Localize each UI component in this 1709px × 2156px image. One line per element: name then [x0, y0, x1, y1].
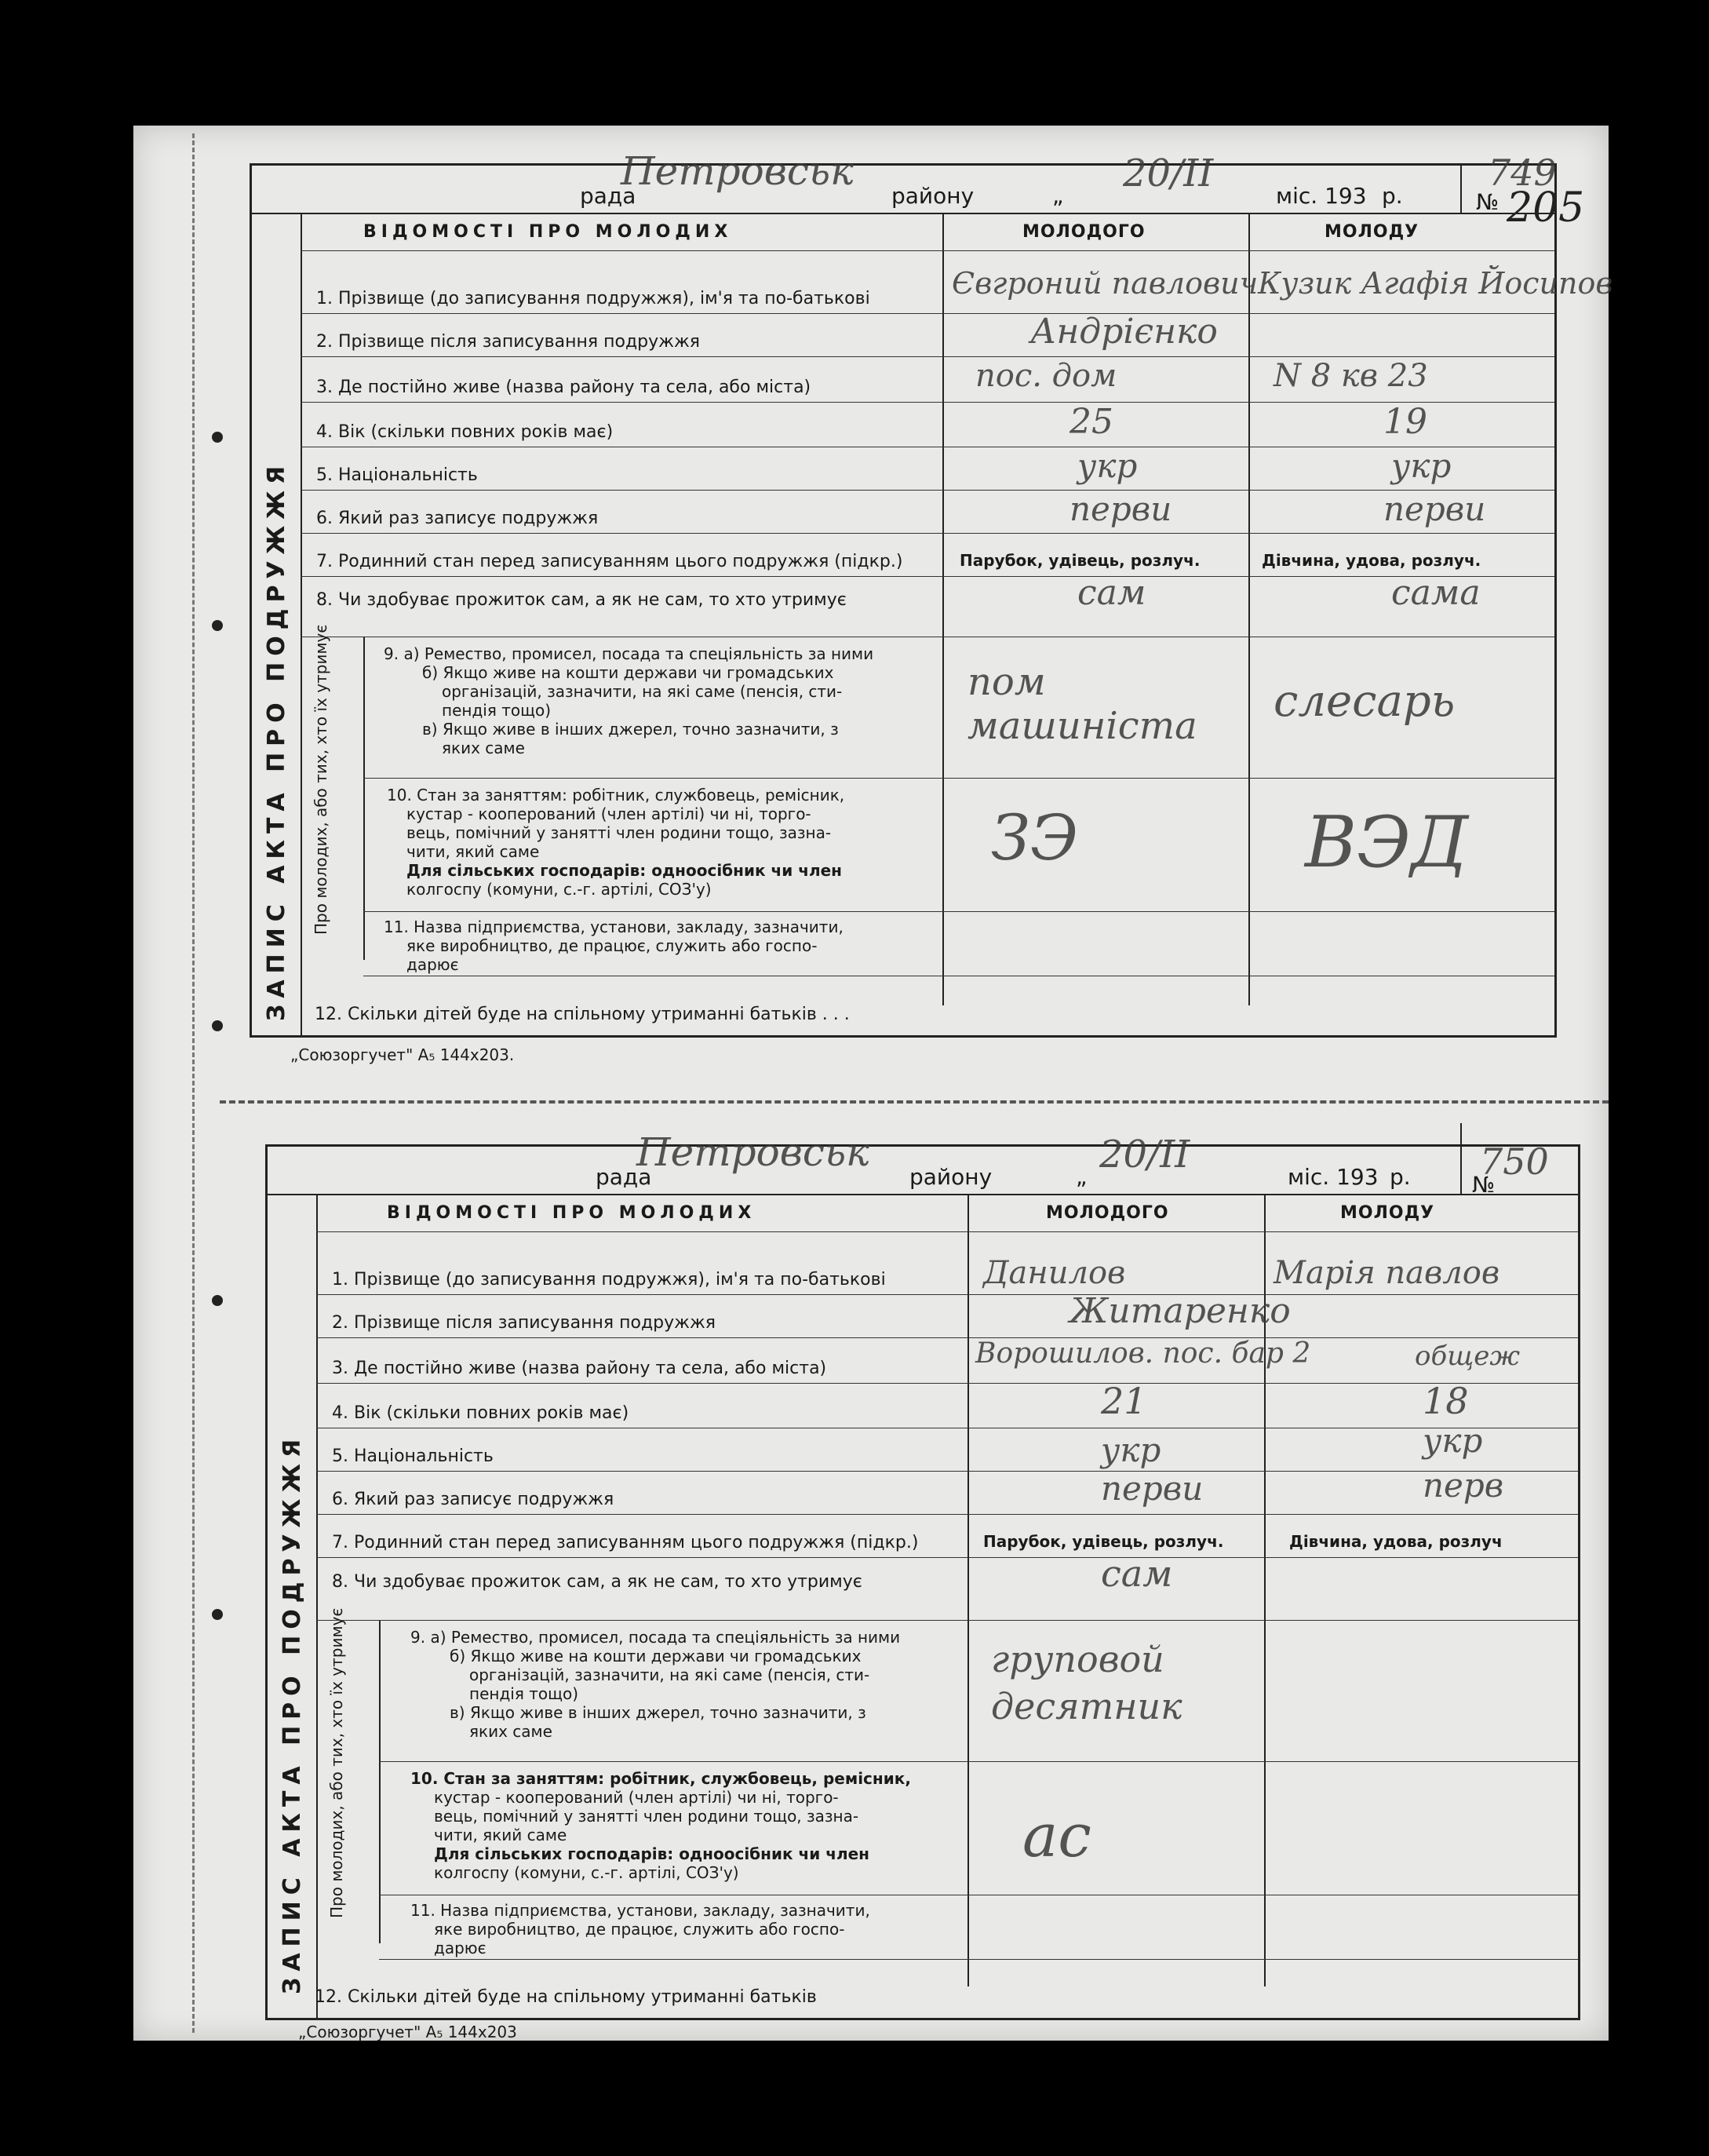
hw-record-number: 750 — [1480, 1140, 1549, 1183]
row-8 — [316, 1552, 1578, 1621]
row11-line: дарює — [406, 955, 459, 974]
row-bride-value: укр — [1391, 447, 1452, 485]
header-year-suffix: р. — [1382, 183, 1403, 209]
row10-line: колгоспу (комуни, с.-г. артілі, СОЗ'у) — [434, 1863, 739, 1882]
sheet-number: 205 — [1507, 184, 1585, 232]
row10-bride-value: ВЭД — [1305, 801, 1469, 884]
marriage-record-form-1 — [250, 148, 1613, 1038]
row-bride-value: перв — [1423, 1466, 1504, 1505]
side-title-column — [252, 213, 302, 1035]
row-groom-value: 21 — [1101, 1380, 1147, 1422]
row9-groom-value: пом машиніста — [967, 660, 1197, 748]
row-label: 8. Чи здобуває прожиток сам, а як не сам, то хто утримує — [316, 590, 847, 610]
row-groom-options: Парубок, удівець, розлуч. — [960, 551, 1201, 570]
header-date-quote: „ — [1076, 1164, 1088, 1190]
side-subtitle: Про молодих, або тих, хто їх утримує — [327, 1607, 346, 1918]
header-date-quote: „ — [1052, 183, 1064, 209]
row-label: 7. Родинний стан перед записуванням цього подружжя (підкр.) — [332, 1533, 919, 1552]
perforation-line — [192, 133, 195, 2033]
hw-date: 20/ІІ — [1099, 1133, 1190, 1176]
row10-line: Для сільських господарів: одноосібник чи член — [434, 1844, 869, 1863]
punch-hole — [212, 620, 223, 631]
row-bride-value: N 8 кв 23 — [1274, 358, 1428, 394]
row-label: 4. Вік (скільки повних років має) — [332, 1403, 629, 1423]
row10-line: 10. Стан за заняттям: робітник, службовець, ремісник, — [387, 786, 845, 804]
row-label: 3. Де постійно живе (назва району та села, або міста) — [332, 1359, 827, 1378]
row9-line: організацій, зазначити, на які саме (пенсія, сти- — [469, 1665, 870, 1684]
row9-groom-value: груповой десятник — [991, 1638, 1182, 1727]
row11-line: яке виробництво, де працює, служить або госпо- — [434, 1920, 845, 1939]
row10-line: вець, помічний у занятті член родини тощо, зазна- — [406, 823, 832, 842]
row-8 — [301, 573, 1554, 637]
row-bride-value: Марія павлов — [1274, 1255, 1500, 1291]
row-groom-value: Андрієнко — [1030, 312, 1218, 352]
side-title-column — [268, 1194, 318, 2018]
punch-hole — [212, 1020, 223, 1031]
cut-line — [220, 1100, 1609, 1104]
row-bride-options: Дівчина, удова, розлуч — [1289, 1532, 1503, 1551]
row-groom-value: Житаренко — [1069, 1291, 1291, 1331]
row-label: 3. Де постійно живе (назва району та села, або міста) — [316, 378, 811, 397]
row-3 — [316, 1337, 1578, 1384]
header-month: міс. 193 — [1288, 1164, 1379, 1190]
row9-line: організацій, зазначити, на які саме (пенсія, сти- — [442, 682, 843, 701]
col-bride: МОЛОДУ — [1325, 222, 1419, 242]
row9-line: пендія тощо) — [469, 1684, 578, 1703]
row11-line: дарює — [434, 1939, 486, 1957]
form-2-footer: „Союзоргучет" А₅ 144х203 — [298, 2023, 517, 2041]
row-groom-value: перви — [1101, 1469, 1204, 1508]
row-bride-value: общеж — [1415, 1341, 1521, 1372]
row-9 — [379, 1620, 1578, 1762]
row-groom-value: укр — [1101, 1431, 1161, 1469]
row10-line: Для сільських господарів: одноосібник чи член — [406, 861, 842, 880]
row10-line: кустар - кооперований (член артілі) чи ні, торго- — [406, 804, 811, 823]
row9-line: б) Якщо живе на кошти держави чи громадських — [450, 1647, 862, 1665]
row-4 — [316, 1380, 1578, 1428]
row-label: 5. Національність — [332, 1446, 494, 1466]
side-title: ЗАПИС АКТА ПРО ПОДРУЖЖЯ — [279, 1432, 306, 1994]
row10-line: кустар - кооперований (член артілі) чи ні, торго- — [434, 1788, 839, 1807]
col-groom: МОЛОДОГО — [1022, 222, 1146, 242]
row9-line: 9. а) Ремество, промисел, посада та спеціяльність за ними — [384, 644, 874, 663]
row9-line: яких саме — [442, 739, 525, 757]
row9-line: яких саме — [469, 1722, 552, 1741]
row-1 — [316, 1231, 1578, 1295]
row-label: 2. Прізвище після записування подружжя — [316, 332, 701, 352]
row-bride-value: 18 — [1423, 1380, 1469, 1422]
row-bride-value: сама — [1391, 573, 1481, 613]
row-1 — [301, 250, 1613, 314]
row11-line: 11. Назва підприємства, установи, закладу, зазначити, — [384, 917, 844, 936]
row-groom-value: сам — [1077, 573, 1146, 613]
row-groom-value: укр — [1077, 447, 1138, 485]
side-subtitle-column — [301, 624, 365, 960]
row-groom-value: 25 — [1069, 402, 1113, 442]
hw-date: 20/ІІ — [1123, 151, 1214, 195]
col-bride: МОЛОДУ — [1340, 1203, 1435, 1223]
row-7 — [316, 1514, 1578, 1558]
header-year-suffix: р. — [1390, 1164, 1411, 1190]
col-title: ВІДОМОСТІ ПРО МОЛОДИХ — [363, 222, 733, 242]
row-groom-value: сам — [1101, 1552, 1173, 1595]
row-2 — [316, 1291, 1578, 1338]
row10-line: колгоспу (комуни, с.-г. артілі, СОЗ'у) — [406, 880, 712, 899]
row10-groom-value: ЗЭ — [991, 801, 1079, 874]
row-label: 1. Прізвище (до записування подружжя), ім'я та по-батькові — [332, 1270, 886, 1290]
row-5 — [301, 447, 1554, 491]
row-groom-options: Парубок, удівець, розлуч. — [983, 1532, 1224, 1551]
row10-line: чити, який саме — [406, 842, 540, 861]
column-header-row — [301, 213, 1554, 251]
row10-line: 10. Стан за заняттям: робітник, службовець, ремісник, — [410, 1769, 911, 1788]
row-groom-value: Ворошилов. пос. бар 2 — [975, 1337, 1311, 1370]
number-box — [1460, 166, 1462, 213]
marriage-record-form-2 — [265, 1129, 1580, 2020]
row-6 — [301, 490, 1554, 534]
row-label: 4. Вік (скільки повних років має) — [316, 422, 614, 442]
row-12: 12. Скільки дітей буде на спільному утриманні батьків . . . — [315, 1005, 850, 1024]
punch-hole — [212, 1295, 223, 1306]
row-label: 8. Чи здобуває прожиток сам, а як не сам, то хто утримує — [332, 1572, 862, 1592]
row-bride-value: перви — [1383, 490, 1486, 528]
row9-line: 9. а) Ремество, промисел, посада та спеціяльність за ними — [410, 1628, 901, 1647]
row-4 — [301, 402, 1554, 447]
row-6 — [316, 1466, 1578, 1515]
header-rada: рада — [580, 183, 636, 209]
col-title: ВІДОМОСТІ ПРО МОЛОДИХ — [387, 1203, 756, 1223]
row10-groom-value: ас — [1022, 1800, 1091, 1870]
side-subtitle: Про молодих, або тих, хто їх утримує — [312, 624, 330, 935]
form-header — [268, 1129, 1578, 1198]
form-1-footer: „Союзоргучет" А₅ 144х203. — [290, 1045, 515, 1064]
row9-line: б) Якщо живе на кошти держави чи громадських — [422, 663, 834, 682]
header-rayon: району — [891, 183, 975, 209]
row-bride-value: 19 — [1383, 402, 1427, 442]
side-subtitle-column — [316, 1607, 381, 1943]
row-label: 2. Прізвище після записування подружжя — [332, 1313, 716, 1333]
row-11 — [379, 1895, 1578, 1960]
row-12: 12. Скільки дітей буде на спільному утриманні батьків — [315, 1987, 817, 2007]
row-label: 7. Родинний стан перед записуванням цього подружжя (підкр.) — [316, 552, 903, 571]
row-bride-value: укр — [1423, 1421, 1483, 1460]
punch-hole — [212, 1609, 223, 1620]
row11-line: яке виробництво, де працює, служить або госпо- — [406, 936, 818, 955]
row-groom-value: пос. дом — [975, 358, 1117, 394]
row-label: 6. Який раз записує подружжя — [332, 1490, 614, 1509]
row-groom-value: перви — [1069, 490, 1172, 528]
row-groom-value: Данилов — [983, 1255, 1126, 1291]
number-box — [1460, 1123, 1462, 1194]
row9-line: пендія тощо) — [442, 701, 551, 720]
header-number-label: № — [1476, 189, 1499, 215]
hw-rada: Петровськ — [636, 1129, 869, 1175]
row10-line: чити, який саме — [434, 1826, 567, 1844]
side-title: ЗАПИС АКТА ПРО ПОДРУЖЖЯ — [263, 459, 290, 1021]
column-header-row — [316, 1194, 1578, 1232]
form-header — [252, 148, 1557, 215]
header-rayon: району — [909, 1164, 993, 1190]
row-5 — [316, 1421, 1578, 1472]
row9-bride-value: слесарь — [1274, 676, 1456, 727]
punch-hole — [212, 432, 223, 443]
row-groom-value: Євгроний павлович — [952, 266, 1259, 301]
row-10 — [379, 1761, 1578, 1895]
row-label: 5. Національність — [316, 465, 478, 485]
row-bride-options: Дівчина, удова, розлуч. — [1262, 551, 1481, 570]
row-9 — [363, 637, 1554, 779]
row-label: 6. Який раз записує подружжя — [316, 509, 599, 528]
row9-line: в) Якщо живе в інших джерел, точно зазначити, з — [450, 1703, 866, 1722]
row-3 — [301, 356, 1554, 403]
row-bride-value: Кузик Агафія Йосипов — [1258, 266, 1613, 301]
hw-record-number: 749 — [1488, 151, 1557, 194]
header-month: міс. 193 — [1276, 183, 1367, 209]
hw-rada: Петровськ — [621, 148, 854, 194]
row11-line: 11. Назва підприємства, установи, закладу, зазначити, — [410, 1901, 870, 1920]
row-10 — [363, 778, 1554, 912]
row-label: 1. Прізвище (до записування подружжя), ім'я та по-батькові — [316, 289, 870, 308]
row-7 — [301, 533, 1554, 577]
row9-line: в) Якщо живе в інших джерел, точно зазначити, з — [422, 720, 839, 739]
header-rada: рада — [596, 1164, 652, 1190]
row-2 — [301, 313, 1554, 357]
row10-line: вець, помічний у занятті член родини тощо, зазна- — [434, 1807, 859, 1826]
row-11 — [363, 911, 1554, 976]
header-number-label: № — [1472, 1172, 1496, 1198]
col-groom: МОЛОДОГО — [1046, 1203, 1169, 1223]
